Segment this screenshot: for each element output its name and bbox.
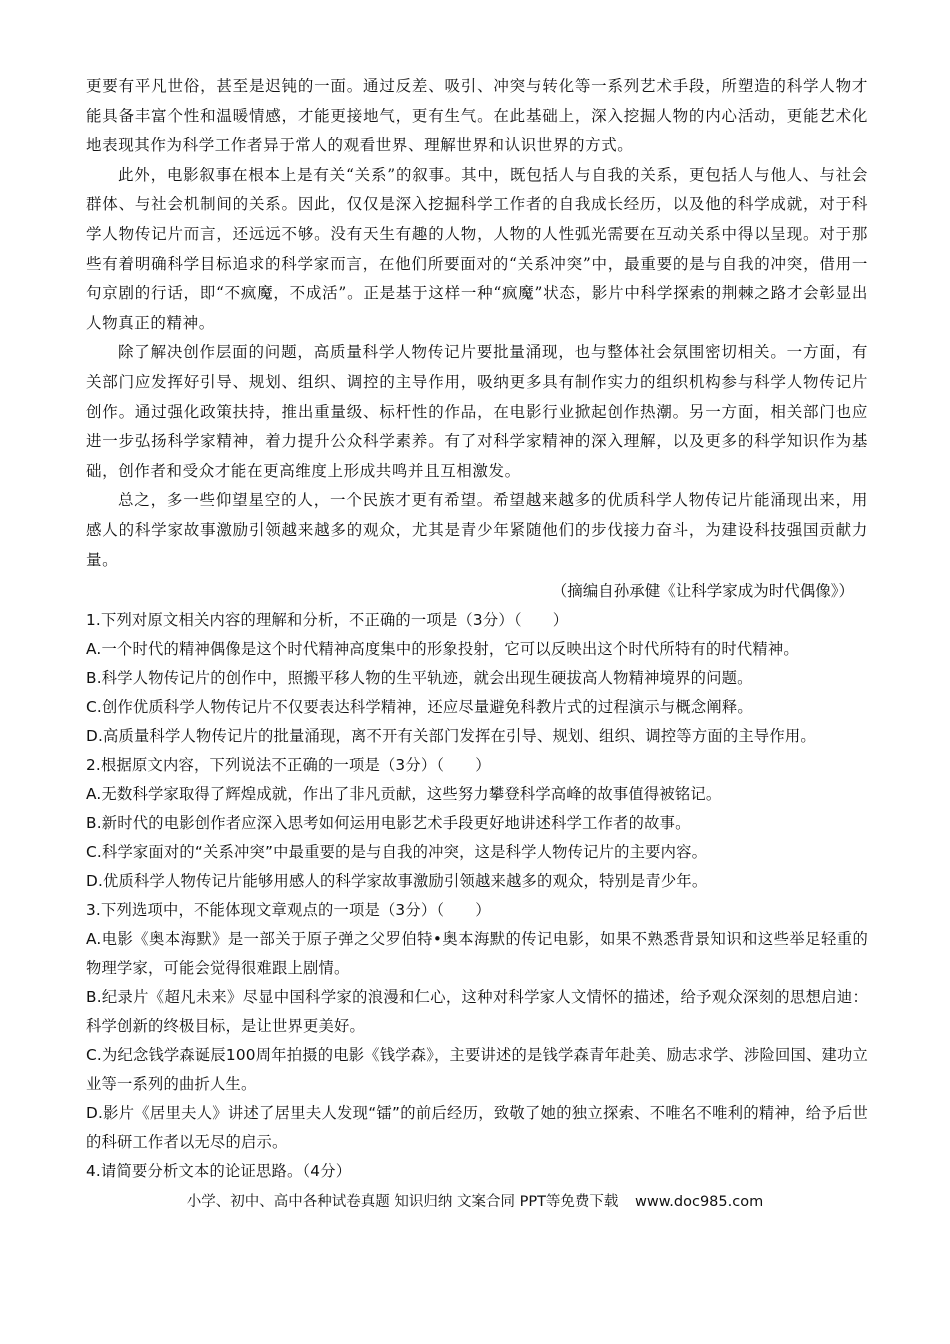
- question-4: [86, 1157, 868, 1186]
- question-option: C.创作优质科学人物传记片不仅要表达科学精神，还应尽量避免科教片式的过程演示与概念阐释。: [86, 698, 753, 717]
- question-option: A.一个时代的精神偶像是这个时代精神高度集中的形象投射，它可以反映出这个时代所特有的时代精神。: [86, 640, 799, 659]
- question-option: B.纪录片《超凡未来》尽显中国科学家的浪漫和仁心，这种对科学家人文情怀的描述，给予观众深刻的思想启迪：科学创新的终极目标，是让世界更美好。: [86, 988, 868, 1036]
- question-option: B.新时代的电影创作者应深入思考如何运用电影艺术手段更好地讲述科学工作者的故事。: [86, 814, 691, 833]
- question-option: D.优质科学人物传记片能够用感人的科学家故事激励引领越来越多的观众，特别是青少年。: [86, 872, 708, 891]
- article-paragraph-2: 此外，电影叙事在根本上是有关“关系”的叙事。其中，既包括人与自我的关系，更包括人与他人、与社会群体、与社会机制间的关系。因此，仅仅是深入挖掘科学工作者的自我成长经历，以及他的科学成就，对于科学人物传记片而言，还远远不够。没有天生有趣的人物，人物的人性弧光需要在互动关系中得以呈现。对于那些有着明确科学目标追求的科学家而言，在他们所要面对的“关系冲突”中，最重要的是与自我的冲突，借用一句京剧的行话，即“不疯魔，不成活”。正是基于这样一种“疯魔”状态，影片中科学探索的荆棘之路才会彰显出人物真正的精神。: [86, 165, 868, 332]
- question-option: A.电影《奥本海默》是一部关于原子弹之父罗伯特•奥本海默的传记电影，如果不熟悉背景知识和这些举足轻重的物理学家，可能会觉得很难跟上剧情。: [86, 930, 868, 978]
- article-source: （摘编自孙承健《让科学家成为时代偶像》）: [551, 582, 854, 601]
- article-paragraph-3: 除了解决创作层面的问题，高质量科学人物传记片要批量涌现，也与整体社会氛围密切相关。一方面，有关部门应发挥好引导、规划、组织、调控的主导作用，吸纳更多具有制作实力的组织机构参与科学人物传记片创作。通过强化政策扶持，推出重量级、标杆性的作品，在电影行业掀起创作热潮。另一方面，相关部门也应进一步弘扬科学家精神，着力提升公众科学素养。有了对科学家精神的深入理解，以及更多的科学知识作为基础，创作者和受众才能在更高维度上形成共鸣并且互相激发。: [86, 343, 868, 480]
- question-stem: 1.下列对原文相关内容的理解和分析，不正确的一项是（3分）（ ）: [86, 611, 569, 630]
- question-stem: 2.根据原文内容，下列说法不正确的一项是（3分）（ ）: [86, 756, 491, 775]
- question-option: B.科学人物传记片的创作中，照搬平移人物的生平轨迹，就会出现生硬拔高人物精神境界的问题。: [86, 669, 753, 688]
- footer-url: www.doc985.com: [635, 1194, 764, 1210]
- question-stem: 3.下列选项中，不能体现文章观点的一项是（3分）（ ）: [86, 901, 491, 920]
- article-paragraph-1: 更要有平凡世俗，甚至是迟钝的一面。通过反差、吸引、冲突与转化等一系列艺术手段，所塑造的科学人物才能具备丰富个性和温暖情感，才能更接地气，更有生气。在此基础上，深入挖掘人物的内心活动，更能艺术化地表现其作为科学工作者异于常人的观看世界、理解世界和认识世界的方式。: [86, 77, 868, 155]
- question-3: [86, 896, 868, 1157]
- question-1: [86, 606, 868, 751]
- page-footer: [0, 1190, 950, 1211]
- question-option: D.高质量科学人物传记片的批量涌现，离不开有关部门发挥在引导、规划、组织、调控等方面的主导作用。: [86, 727, 816, 746]
- article-paragraph-4: 总之，多一些仰望星空的人，一个民族才更有希望。希望越来越多的优质科学人物传记片能涌现出来，用感人的科学家故事激励引领越来越多的观众，尤其是青少年紧随他们的步伐接力奋斗，为建设科技强国贡献力量。: [86, 491, 868, 569]
- question-option: C.科学家面对的“关系冲突”中最重要的是与自我的冲突，这是科学人物传记片的主要内容。: [86, 843, 708, 862]
- document-body: [86, 72, 868, 1186]
- question-stem: 4.请简要分析文本的论证思路。（4分）: [86, 1162, 352, 1181]
- question-option: A.无数科学家取得了辉煌成就，作出了非凡贡献，这些努力攀登科学高峰的故事值得被铭记。: [86, 785, 722, 804]
- question-2: [86, 751, 868, 896]
- question-option: D.影片《居里夫人》讲述了居里夫人发现“镭”的前后经历，致敬了她的独立探索、不唯名不唯利的精神，给予后世的科研工作者以无尽的启示。: [86, 1104, 868, 1152]
- footer-text: 小学、初中、高中各种试卷真题 知识归纳 文案合同 PPT等免费下载: [186, 1194, 619, 1210]
- question-option: C.为纪念钱学森诞辰100周年拍摄的电影《钱学森》，主要讲述的是钱学森青年赴美、励志求学、涉险回国、建功立业等一系列的曲折人生。: [86, 1046, 868, 1094]
